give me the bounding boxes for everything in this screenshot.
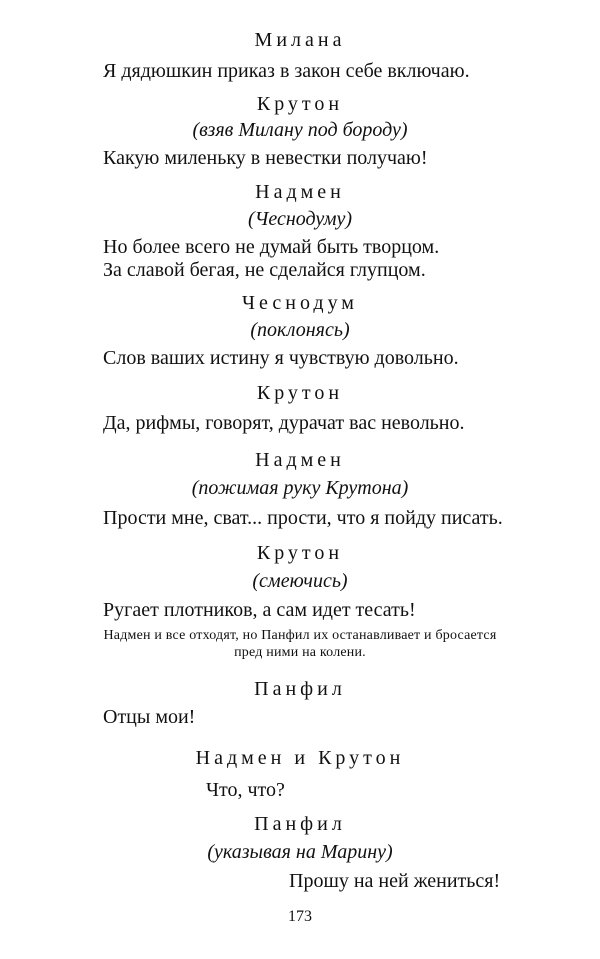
- speaker-nadmen: Надмен: [255, 449, 345, 471]
- stage-direction: (указывая на Марину): [207, 841, 393, 863]
- stage-direction: (взяв Милану под бороду): [192, 119, 408, 141]
- stage-note-line: Надмен и все отходят, но Панфил их останавливает и бросается: [103, 628, 497, 643]
- verse-line: Что, что?: [206, 779, 285, 801]
- verse-line: Прошу на ней жениться!: [289, 870, 501, 892]
- speaker-nadmen: Надмен: [255, 181, 345, 203]
- speaker-milana: Милана: [254, 29, 346, 51]
- verse-line: Прости мне, сват... прости, что я пойду писать.: [103, 507, 503, 529]
- speaker-kruton: Крутон: [256, 542, 344, 564]
- stage-direction: (пожимая руку Крутона): [191, 477, 409, 499]
- speaker-panfil: Панфил: [254, 678, 346, 700]
- verse-line: Какую миленьку в невестки получаю!: [103, 147, 428, 169]
- speaker-nadmen-and-kruton: Надмен и Крутон: [195, 747, 405, 769]
- speaker-chesnodum: Чеснодум: [242, 292, 358, 314]
- stage-direction: (Чеснодуму): [247, 208, 353, 230]
- speaker-kruton: Крутон: [256, 382, 344, 404]
- verse-line: Ругает плотников, а сам идет тесать!: [103, 599, 416, 621]
- speaker-kruton: Крутон: [256, 93, 344, 115]
- verse-line: Я дядюшкин приказ в закон себе включаю.: [103, 60, 470, 82]
- stage-direction: (поклонясь): [250, 319, 350, 341]
- verse-line: Но более всего не думай быть творцом.: [103, 236, 440, 258]
- verse-line: Слов ваших истину я чувствую довольно.: [103, 347, 459, 369]
- speaker-panfil: Панфил: [254, 813, 346, 835]
- stage-direction: (смеючись): [252, 570, 348, 592]
- verse-line: Да, рифмы, говорят, дурачат вас невольно.: [103, 412, 465, 434]
- stage-note-line: пред ними на колени.: [234, 645, 366, 660]
- verse-line: Отцы мои!: [103, 706, 196, 728]
- verse-line: За славой бегая, не сделайся глупцом.: [103, 259, 426, 281]
- page-number: 173: [288, 908, 312, 925]
